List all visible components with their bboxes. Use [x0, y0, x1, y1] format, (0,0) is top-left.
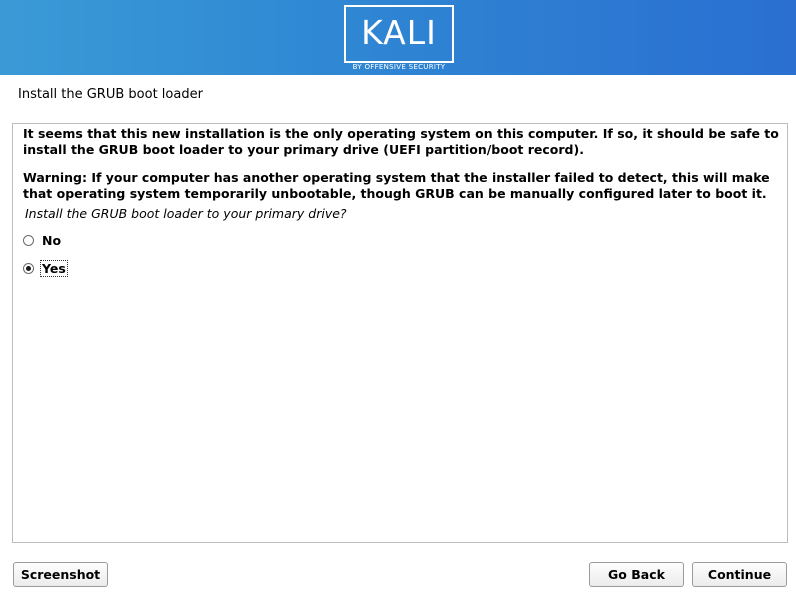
- go-back-button[interactable]: Go Back: [589, 562, 684, 587]
- radio-yes[interactable]: [23, 263, 34, 274]
- kali-logo: [344, 5, 454, 63]
- logo-text: KALI: [361, 13, 437, 52]
- question-text: Install the GRUB boot loader to your primary drive?: [25, 206, 347, 221]
- header-banner: [0, 0, 796, 75]
- description-paragraph: It seems that this new installation is the only operating system on this computer. If so, it should be safe to install the GRUB boot loader to your primary drive (UEFI partition/boot record).: [23, 126, 779, 157]
- radio-no[interactable]: [23, 235, 34, 246]
- option-no[interactable]: [23, 231, 62, 249]
- screenshot-button[interactable]: Screenshot: [13, 562, 108, 587]
- option-yes-label[interactable]: Yes: [42, 260, 66, 276]
- continue-button[interactable]: Continue: [692, 562, 787, 587]
- warning-paragraph: Warning: If your computer has another operating system that the installer failed to detect, this will make that operating system temporarily unbootable, though GRUB can be manually configured later to boot it.: [23, 170, 770, 201]
- option-no-label[interactable]: No: [42, 232, 62, 248]
- option-yes[interactable]: [23, 259, 67, 277]
- page-title: Install the GRUB boot loader: [18, 87, 203, 102]
- content-panel: [12, 123, 788, 543]
- logo-subtitle: BY OFFENSIVE SECURITY: [352, 63, 446, 71]
